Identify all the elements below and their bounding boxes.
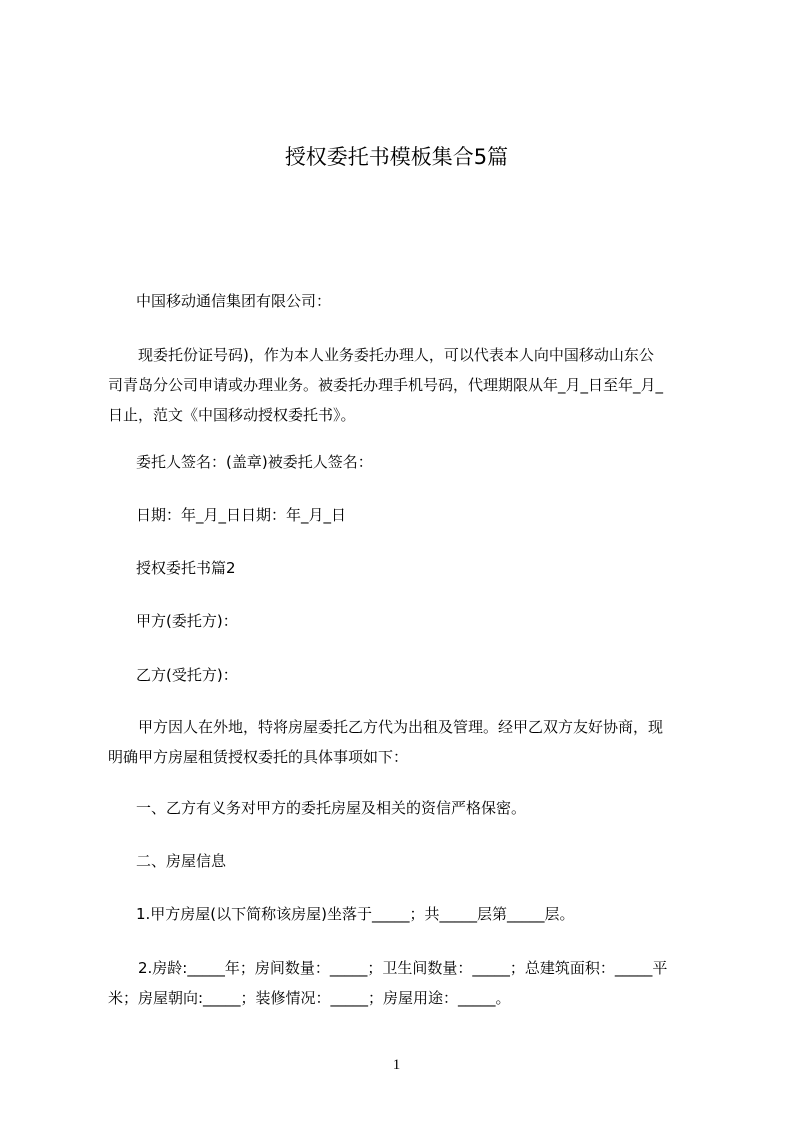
paragraph-line: 甲方因人在外地，特将房屋委托乙方代为出租及管理。经甲乙双方友好协商，现 [138,718,664,736]
paragraph-authorization [108,340,708,430]
clause-property-info-heading: 二、房屋信息 [136,852,227,870]
paragraph-commission [108,712,708,772]
paragraph-line: 2.房龄:_____年；房间数量：_____；卫生间数量：_____；总建筑面积：_____平 [138,959,668,977]
paragraph-line: 现委托份证号码)，作为本人业务委托办理人，可以代表本人向中国移动山东公 [138,346,654,364]
page-number: 1 [392,1057,401,1073]
section-heading: 授权委托书篇2 [136,559,236,577]
document-title: 授权委托书模板集合5篇 [284,145,509,169]
date-line: 日期：年_月_日日期：年_月_日 [136,506,347,524]
clause-property-location: 1.甲方房屋(以下简称该房屋)坐落于_____；共_____层第_____层。 [136,905,575,923]
paragraph-line: 米；房屋朝向:_____；装修情况：_____；房屋用途：_____。 [108,989,511,1007]
addressee: 中国移动通信集团有限公司： [136,292,332,310]
signature-line: 委托人签名：(盖章)被委托人签名： [136,453,373,471]
clause-confidentiality: 一、乙方有义务对甲方的委托房屋及相关的资信严格保密。 [136,799,527,817]
party-a-label: 甲方(委托方)： [136,612,238,630]
paragraph-line: 司青岛分公司申请或办理业务。被委托办理手机号码，代理期限从年_月_日至年_月_ [108,376,664,394]
party-b-label: 乙方(受托方)： [136,666,238,684]
clause-property-details [108,953,708,1013]
paragraph-line: 明确甲方房屋租赁授权委托的具体事项如下： [108,748,409,766]
paragraph-line: 日止，范文《中国移动授权委托书》。 [108,406,356,424]
